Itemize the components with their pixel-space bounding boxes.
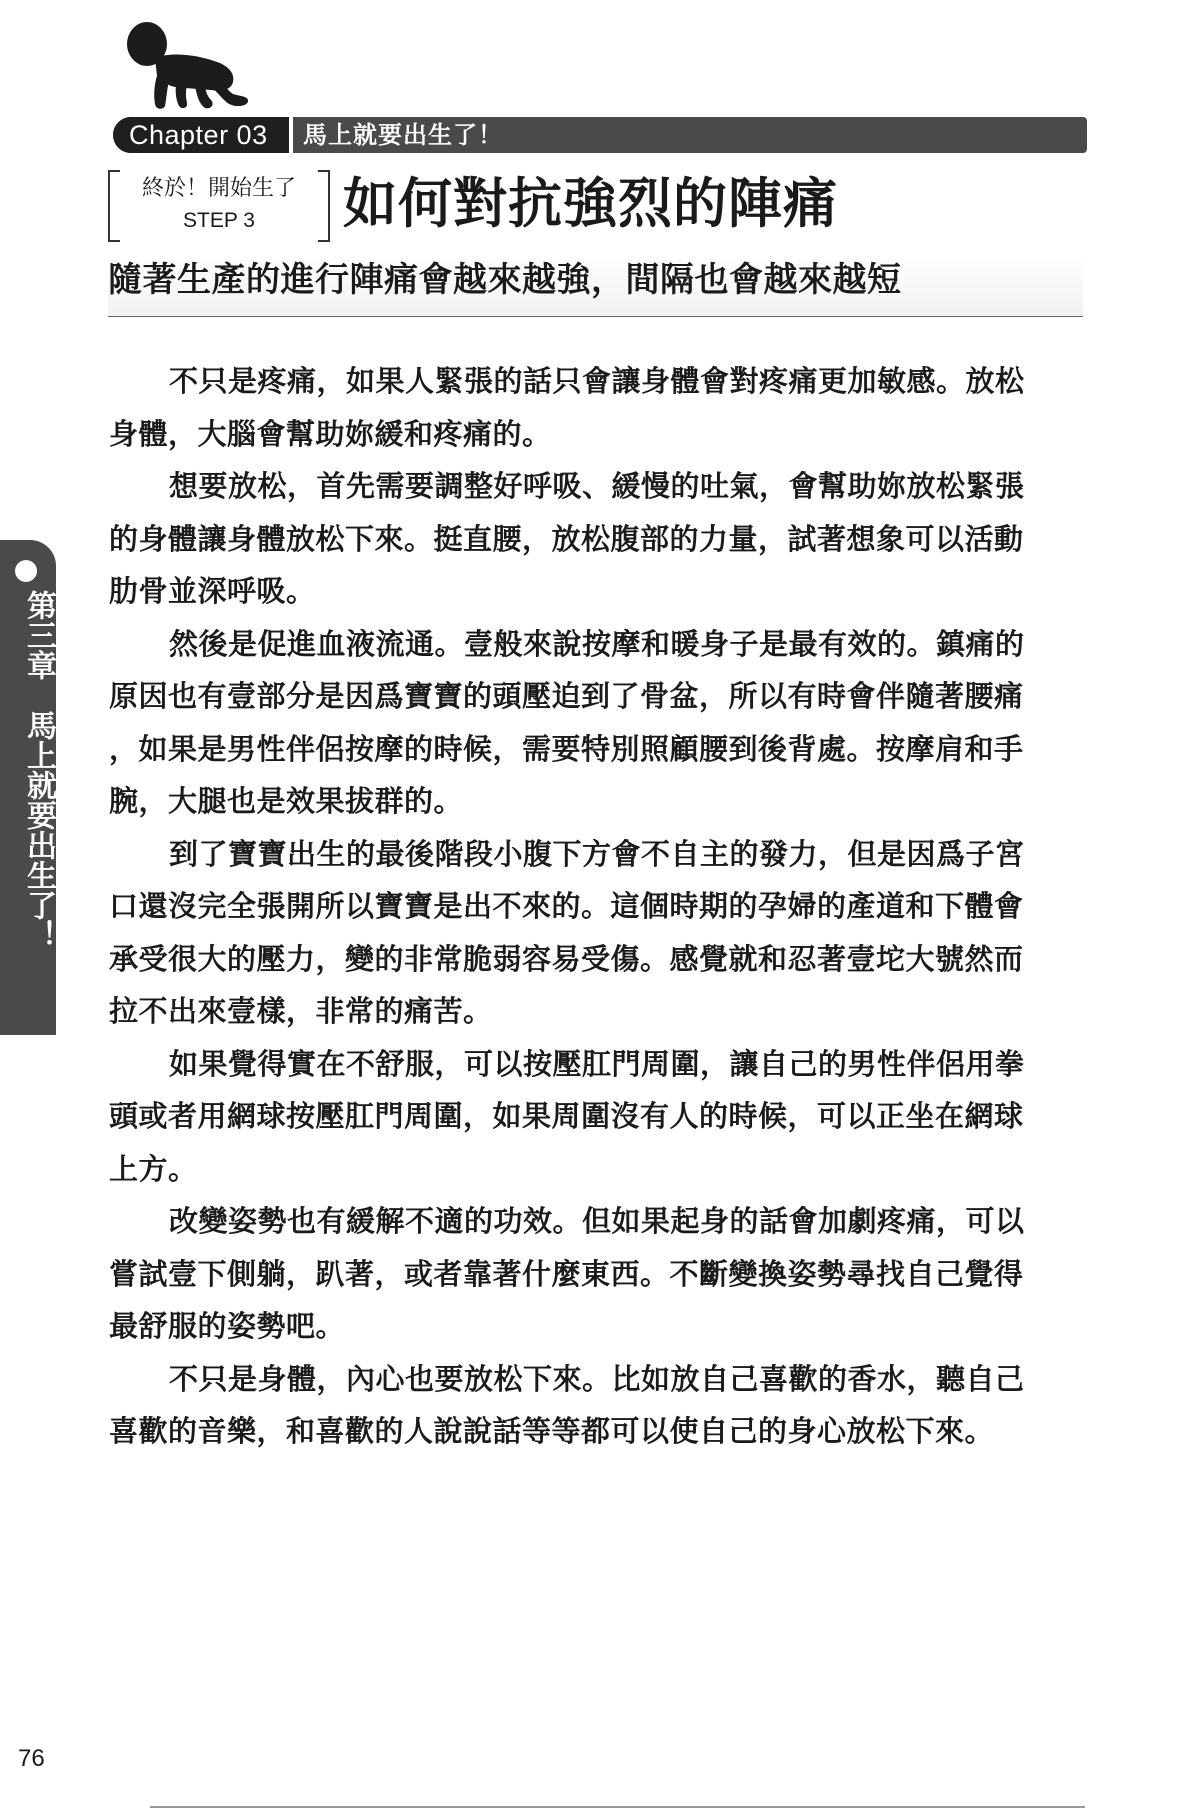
text-line: 承受很大的壓力，變的非常脆弱容易受傷。感覺就和忍著壹坨大號然而	[109, 941, 1024, 976]
text-line: ，如果是男性伴侶按摩的時候，需要特別照顧腰到後背處。按摩肩和手	[109, 731, 1024, 766]
text-line: 上方。	[109, 1151, 198, 1186]
text-line: 身體，大腦會幫助妳緩和疼痛的。	[109, 416, 552, 451]
paragraph	[109, 1038, 1059, 1196]
chapter-banner	[113, 117, 1087, 153]
text-line: 改變姿勢也有緩解不適的功效。但如果起身的話會加劇疼痛，可以	[169, 1204, 1025, 1238]
paragraph	[109, 1195, 1059, 1353]
text-line: 的身體讓身體放松下來。挺直腰，放松腹部的力量，試著想象可以活動	[109, 521, 1024, 556]
step-title: 終於！開始生了	[141, 176, 296, 201]
chapter-title: 馬上就要出生了！	[303, 121, 503, 149]
step-box	[108, 170, 330, 240]
text-line: 口還沒完全張開所以寶寶是出不來的。這個時期的孕婦的產道和下體會	[109, 889, 1024, 923]
paragraph	[109, 355, 1059, 460]
subheading: 隨著生產的進行陣痛會越來越強，間隔也會越來越短	[108, 260, 902, 300]
paragraph	[109, 828, 1059, 1038]
side-chapter-tab	[0, 540, 56, 1035]
text-line: 拉不出來壹樣，非常的痛苦。	[109, 994, 493, 1028]
crawling-baby-icon	[125, 18, 250, 118]
body-text	[109, 355, 1059, 1458]
text-line: 不只是疼痛，如果人緊張的話只會讓身體會對疼痛更加敏感。放松	[169, 364, 1025, 398]
paragraph	[109, 1353, 1059, 1458]
page-title: 如何對抗強烈的陣痛	[343, 172, 838, 235]
text-line: 到了寶寶出生的最後階段小腹下方會不自主的發力，但是因爲子宮	[169, 836, 1025, 871]
paragraph	[109, 460, 1059, 618]
step-number: STEP 3	[183, 209, 255, 232]
text-line: 頭或者用網球按壓肛門周圍，如果周圍沒有人的時候，可以正坐在網球	[109, 1099, 1024, 1133]
text-line: 肋骨並深呼吸。	[109, 574, 316, 608]
page-number: 76	[18, 1745, 45, 1772]
text-line: 想要放松，首先需要調整好呼吸、緩慢的吐氣，會幫助妳放松緊張	[169, 469, 1025, 503]
bullet-dot-icon	[15, 560, 37, 582]
side-chapter-label: 第三章 馬上就要出生了！	[21, 590, 56, 950]
chapter-label: Chapter 03	[113, 117, 289, 153]
paragraph	[109, 618, 1059, 828]
text-line: 原因也有壹部分是因爲寶寶的頭壓迫到了骨盆，所以有時會伴隨著腰痛	[109, 679, 1024, 713]
text-line: 嘗試壹下側躺，趴著，或者靠著什麼東西。不斷變換姿勢尋找自己覺得	[109, 1256, 1024, 1291]
bottom-rule	[150, 1806, 1085, 1808]
text-line: 然後是促進血液流通。壹般來說按摩和暖身子是最有效的。鎮痛的	[169, 626, 1025, 661]
text-line: 喜歡的音樂，和喜歡的人說說話等等都可以使自己的身心放松下來。	[109, 1414, 995, 1448]
text-line: 最舒服的姿勢吧。	[109, 1309, 346, 1343]
text-line: 腕，大腿也是效果拔群的。	[109, 784, 464, 818]
text-line: 不只是身體，內心也要放松下來。比如放自己喜歡的香水，聽自己	[169, 1361, 1025, 1396]
text-line: 如果覺得實在不舒服，可以按壓肛門周圍，讓自己的男性伴侶用拳	[169, 1046, 1025, 1081]
banner-divider	[289, 117, 293, 153]
